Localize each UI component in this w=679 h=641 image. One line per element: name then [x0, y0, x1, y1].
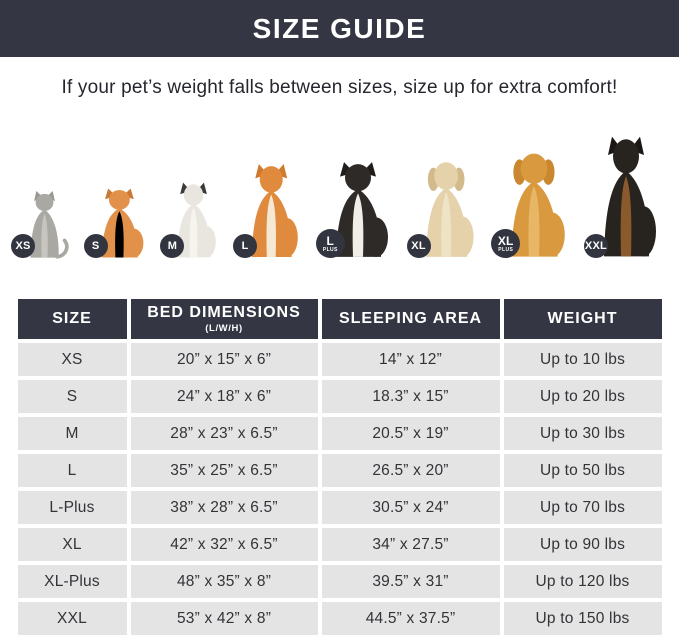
cell-weight: Up to 120 lbs [504, 565, 662, 598]
cell-size: XL [18, 528, 127, 561]
cell-sleeping-area: 34” x 27.5” [322, 528, 500, 561]
size-badge-xl: XL [407, 234, 431, 258]
size-badge-xl-plus: XL PLUS [491, 229, 520, 258]
cell-sleeping-area: 44.5” x 37.5” [322, 602, 500, 635]
cell-bed-dimensions: 24” x 18” x 6” [131, 380, 318, 413]
cell-size: XL-Plus [18, 565, 127, 598]
pomeranian-image [93, 187, 149, 259]
cell-weight: Up to 150 lbs [504, 602, 662, 635]
col-header-bed-dimensions: BED DIMENSIONS (L/W/H) [131, 299, 318, 339]
cell-bed-dimensions: 38” x 28” x 6.5” [131, 491, 318, 524]
cell-weight: Up to 50 lbs [504, 454, 662, 487]
table-row [18, 343, 662, 376]
cat-image [15, 191, 72, 259]
cell-size: XS [18, 343, 127, 376]
cell-weight: Up to 10 lbs [504, 343, 662, 376]
size-badge-xs: XS [11, 234, 35, 258]
cell-sleeping-area: 20.5” x 19” [322, 417, 500, 450]
cell-bed-dimensions: 53” x 42” x 8” [131, 602, 318, 635]
pets-row [0, 103, 679, 271]
cell-weight: Up to 70 lbs [504, 491, 662, 524]
col-header-sleeping-area: SLEEPING AREA [322, 299, 500, 339]
shiba-inu-image [242, 162, 304, 259]
table-row [18, 380, 662, 413]
cell-sleeping-area: 18.3” x 15” [322, 380, 500, 413]
cell-bed-dimensions: 48” x 35” x 8” [131, 565, 318, 598]
size-badge-xxl: XXL [584, 234, 608, 258]
cell-weight: Up to 30 lbs [504, 417, 662, 450]
cell-bed-dimensions: 35” x 25” x 6.5” [131, 454, 318, 487]
cell-bed-dimensions: 20” x 15” x 6” [131, 343, 318, 376]
table-row [18, 602, 662, 635]
cell-size: S [18, 380, 127, 413]
golden-retriever-image [497, 149, 572, 259]
cell-bed-dimensions: 28” x 23” x 6.5” [131, 417, 318, 450]
cell-size: M [18, 417, 127, 450]
cell-size: L-Plus [18, 491, 127, 524]
size-badge-m: M [160, 234, 184, 258]
cell-sleeping-area: 30.5” x 24” [322, 491, 500, 524]
cell-weight: Up to 90 lbs [504, 528, 662, 561]
table-header-row [18, 299, 662, 339]
french-bulldog-image [169, 181, 221, 259]
subtitle: If your pet’s weight falls between sizes, size up for extra comfort! [61, 77, 618, 98]
size-badge-l: L [233, 234, 257, 258]
doberman-image [584, 134, 663, 259]
cell-weight: Up to 20 lbs [504, 380, 662, 413]
header-bar [0, 0, 679, 57]
cell-size: XXL [18, 602, 127, 635]
border-collie-image [322, 160, 395, 259]
size-badge-s: S [84, 234, 108, 258]
col-header-size: SIZE [18, 299, 127, 339]
table-row [18, 491, 662, 524]
cell-sleeping-area: 26.5” x 20” [322, 454, 500, 487]
col-header-weight: WEIGHT [504, 299, 662, 339]
table-row [18, 565, 662, 598]
labrador-image [411, 158, 480, 259]
size-table [14, 295, 666, 639]
cell-sleeping-area: 14” x 12” [322, 343, 500, 376]
table-row [18, 454, 662, 487]
size-badge-l-plus: L PLUS [316, 229, 345, 258]
cell-sleeping-area: 39.5” x 31” [322, 565, 500, 598]
page-title: SIZE GUIDE [252, 12, 427, 44]
cell-size: L [18, 454, 127, 487]
cell-bed-dimensions: 42” x 32” x 6.5” [131, 528, 318, 561]
table-row [18, 528, 662, 561]
table-row [18, 417, 662, 450]
